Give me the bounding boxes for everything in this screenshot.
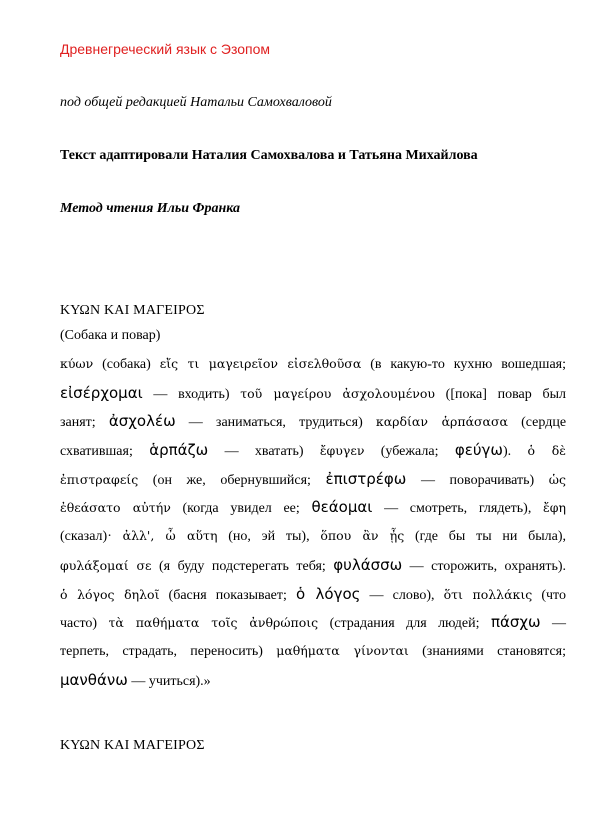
text-line (60, 465, 566, 494)
russian-gloss: — слово), (360, 587, 444, 603)
greek-dictionary-form: ἁρπάζω (149, 441, 209, 460)
fable-translation-title: (Собака и повар) (60, 328, 161, 343)
greek-text: τὰ παθήματα τοῖς ἀνθρώποις (108, 615, 319, 631)
fable-title: ΚΥΩΝ ΚΑΙ ΜΑΓΕΙΡΟΣ (60, 303, 205, 318)
russian-gloss: — сторожить, охранять). (402, 558, 567, 574)
greek-dictionary-form: πάσχω (490, 613, 541, 632)
greek-text: κύων (60, 356, 94, 371)
text-line (60, 493, 566, 522)
text-line-content (60, 469, 566, 488)
russian-gloss: (знаниями становятся; (408, 643, 566, 659)
russian-gloss: — учиться).» (127, 673, 211, 689)
russian-gloss: — смотреть, глядеть), (372, 501, 544, 517)
text-line-content (60, 670, 211, 689)
greek-text: ὅπου ἂν ᾖς (320, 528, 405, 544)
text-line-content (60, 383, 566, 402)
russian-gloss: (он же, обернувшийся; (138, 472, 326, 488)
russian-gloss: (я буду подстерегать тебя; (151, 558, 334, 574)
text-line-content (60, 529, 566, 544)
text-line (60, 580, 566, 609)
russian-gloss: — хватать) (208, 444, 320, 460)
greek-text: καρδίαν ἁρπάσασα (375, 414, 508, 430)
text-line-content (60, 412, 567, 431)
greek-text: ὡς (548, 471, 566, 487)
greek-dictionary-form: μανθάνω (60, 670, 128, 689)
greek-text: ἀλλ', ὦ αὕτη (122, 528, 218, 544)
russian-gloss: (в какую-то кухню вошедшая; (361, 357, 567, 372)
greek-dictionary-form: ἀσχολέω (108, 412, 176, 431)
russian-gloss: (сказал)· (60, 529, 123, 545)
text-line-content (60, 584, 566, 603)
fable-text (60, 350, 566, 694)
text-line (60, 522, 566, 551)
russian-gloss: (страдания для людей; (318, 616, 491, 632)
text-line (60, 350, 566, 379)
greek-dictionary-form: φεύγω (454, 441, 503, 460)
russian-gloss: (басня показывает; (159, 587, 296, 603)
greek-text: μαθήματα γίνονται (276, 642, 409, 658)
greek-text: ἐθεάσατο αὐτήν (60, 500, 171, 516)
russian-gloss: ([пока] повар был (434, 386, 566, 402)
text-line-content (60, 613, 566, 632)
editor-credit: под общей редакцией Натальи Самохваловой (60, 95, 332, 110)
greek-dictionary-form: ἐπιστρέφω (325, 469, 407, 488)
text-line (60, 379, 566, 408)
greek-text: ἔφη (543, 500, 566, 516)
text-line (60, 436, 566, 465)
text-line (60, 407, 566, 436)
method-credit: Метод чтения Ильи Франка (60, 201, 240, 216)
text-line-content (60, 441, 566, 460)
book-title: Древнегреческий язык с Эзопом (60, 41, 271, 57)
text-line-content (60, 357, 566, 372)
greek-text: εἴς τι μαγειρεῖον εἰσελθοῦσα (159, 356, 362, 371)
text-line (60, 551, 566, 580)
greek-text: φυλάξομαί σε (60, 557, 152, 573)
russian-gloss: (убежала; (364, 444, 455, 460)
russian-gloss: — (540, 616, 566, 632)
text-line (60, 608, 566, 637)
greek-dictionary-form: θεάομαι (311, 498, 373, 517)
russian-gloss: — заниматься, трудиться) (175, 415, 376, 431)
greek-text: τοῦ μαγείρου ἀσχολουμένου (240, 385, 435, 401)
fable-title-original: ΚΥΩΝ ΚΑΙ ΜΑΓΕΙΡΟΣ (60, 738, 205, 753)
russian-gloss: — входить) (142, 386, 241, 402)
russian-gloss: (когда увидел ее; (170, 501, 312, 517)
russian-gloss: (но, эй ты), (217, 529, 321, 545)
russian-gloss: (где бы ты ни была), (404, 529, 567, 545)
russian-gloss: — поворачивать) (406, 472, 549, 488)
greek-text: ὁ δὲ (527, 443, 566, 459)
text-line-content (60, 555, 567, 574)
text-line-content (60, 498, 566, 517)
russian-gloss: (собака) (93, 357, 160, 372)
russian-gloss: ). (502, 444, 528, 460)
russian-gloss: схватившая; (60, 444, 150, 460)
russian-gloss: занят; (60, 415, 109, 431)
greek-dictionary-form: φυλάσσω (333, 555, 403, 574)
greek-text: ὁ λόγος δηλοῖ (60, 586, 160, 602)
text-line (60, 637, 566, 666)
adaptation-credit: Текст адаптировали Наталия Самохвалова и Татьяна Михайлова (60, 148, 478, 163)
greek-dictionary-form: εἰσέρχομαι (60, 383, 143, 402)
text-line-content (60, 644, 566, 659)
text-line (60, 666, 566, 695)
greek-text: ἔφυγεν (319, 443, 365, 459)
russian-gloss: (что (532, 587, 566, 603)
greek-text: ὅτι πολλάκις (443, 586, 533, 602)
russian-gloss: (сердце (507, 415, 567, 431)
greek-text: ἐπιστραφείς (60, 471, 139, 487)
russian-gloss: терпеть, страдать, переносить) (60, 643, 277, 659)
russian-gloss: часто) (60, 616, 109, 632)
greek-dictionary-form: ὁ λόγος (295, 584, 361, 603)
